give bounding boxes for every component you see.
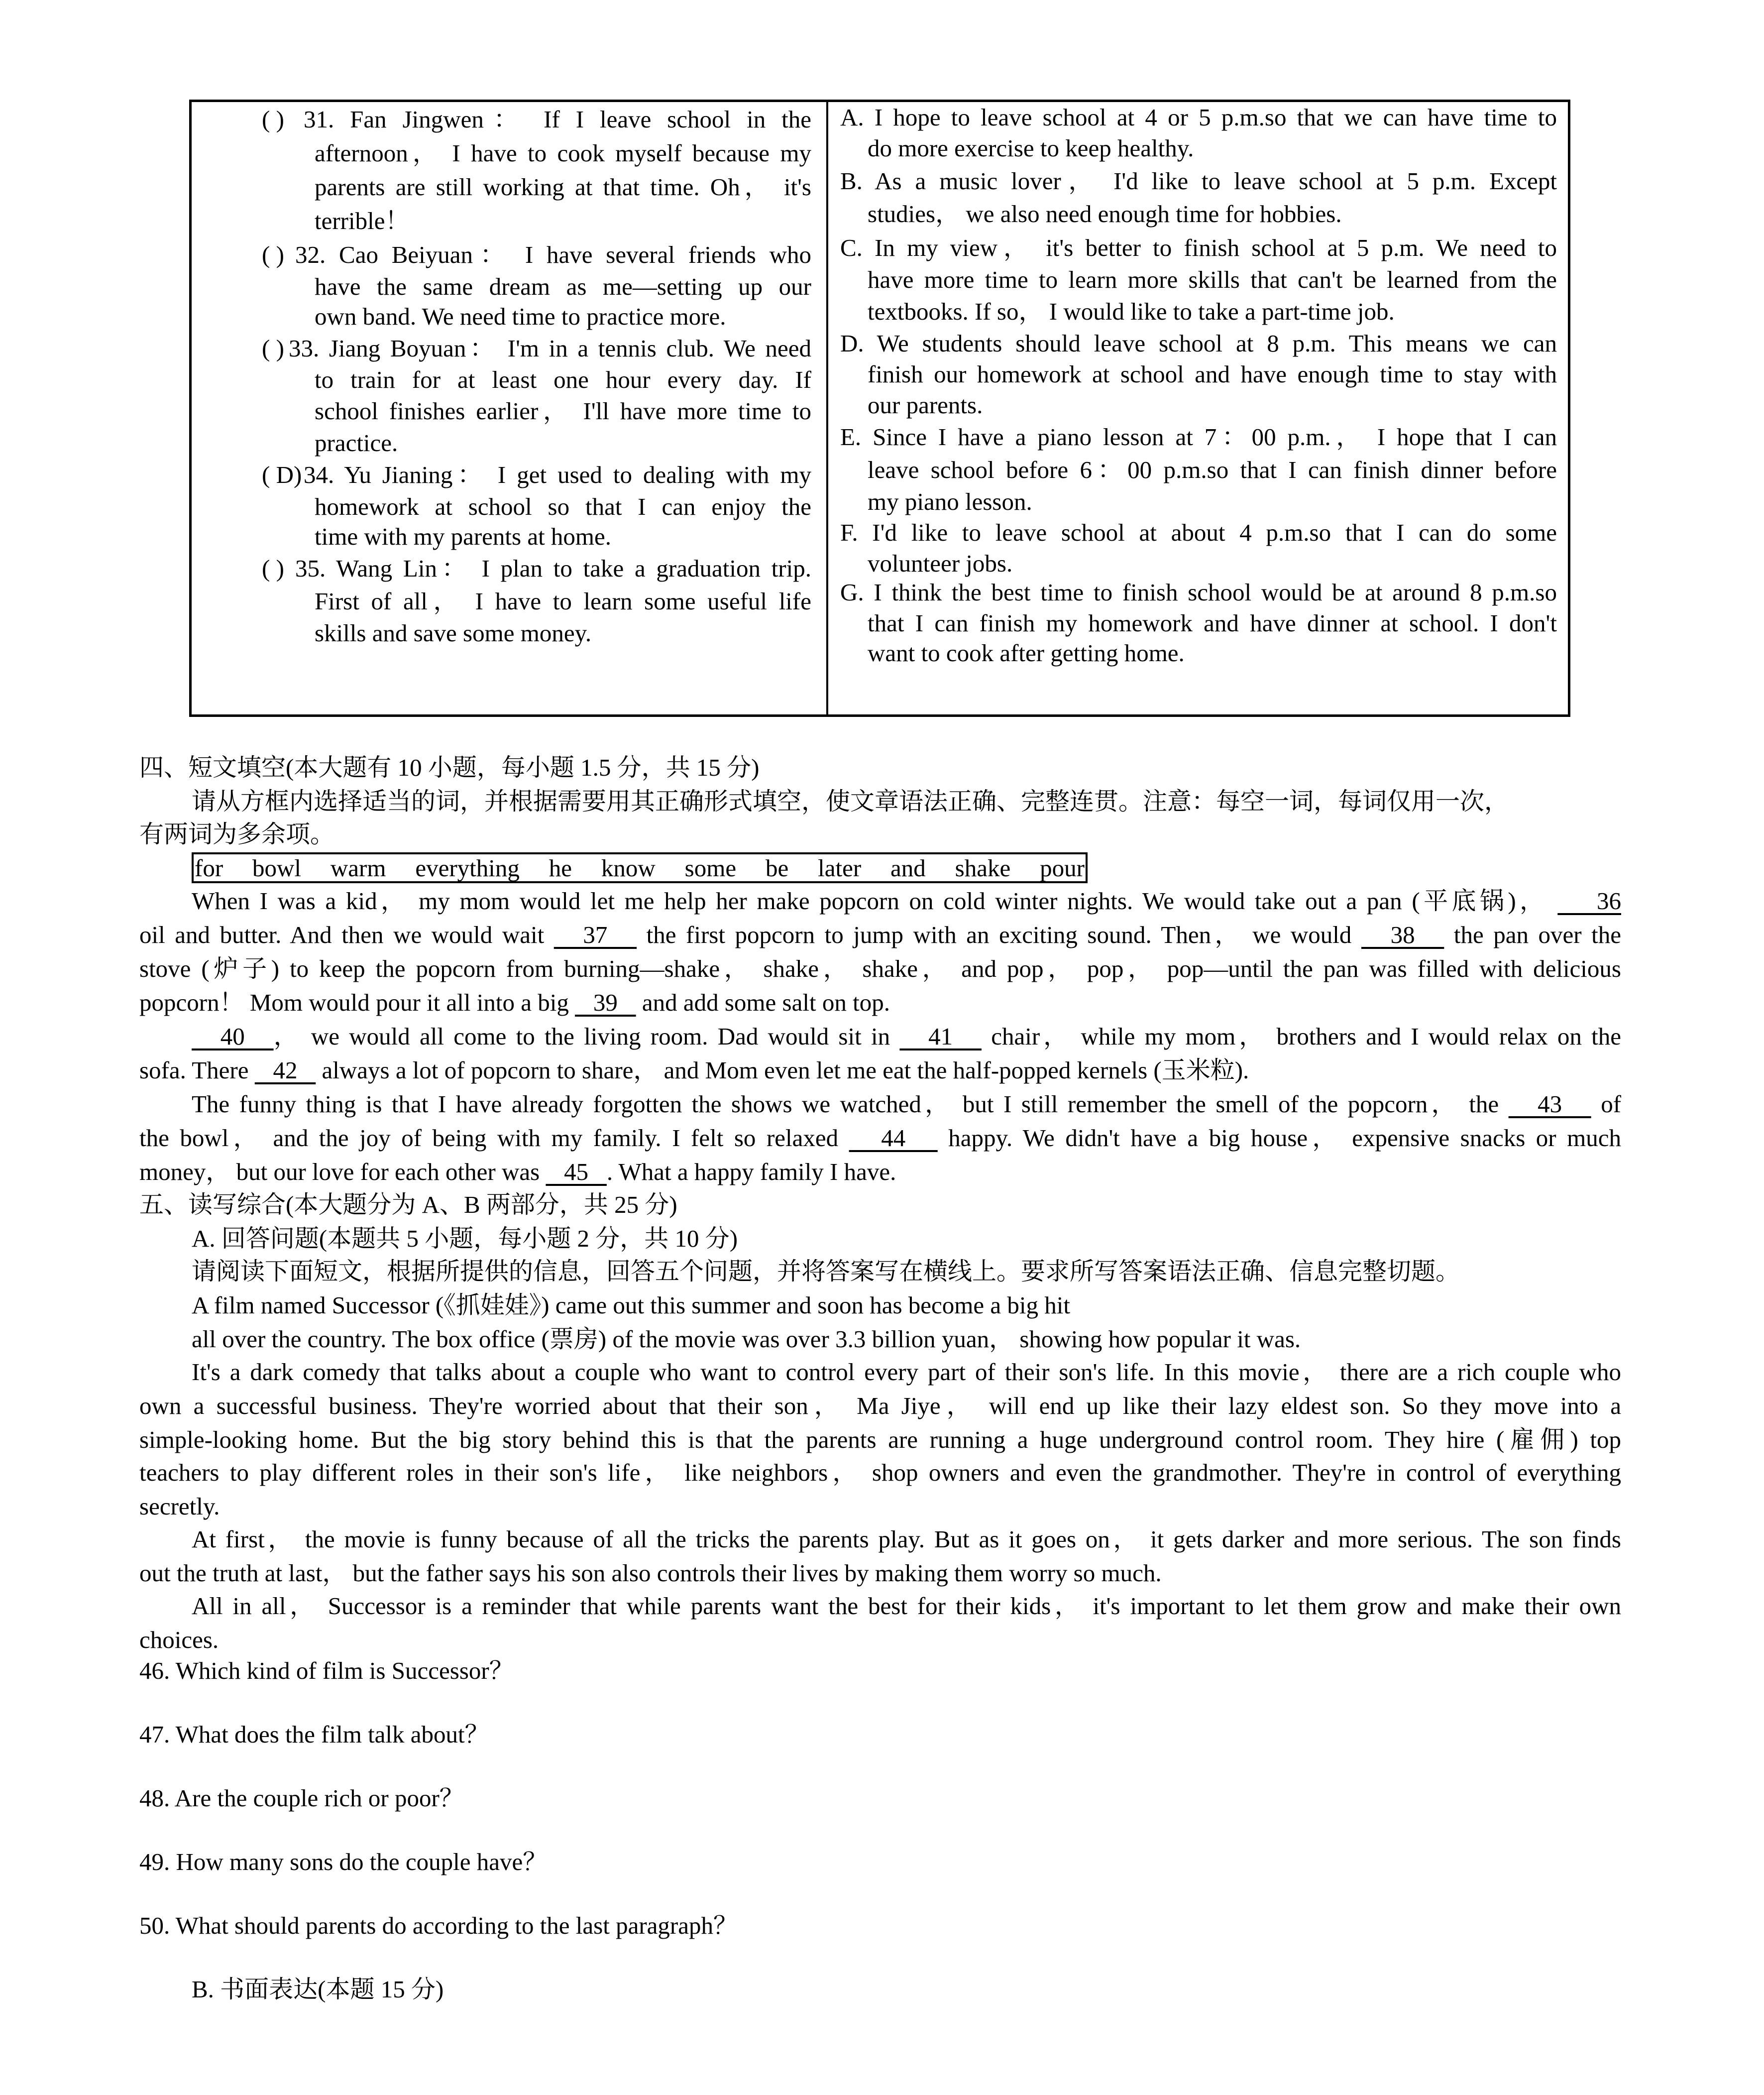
option-d-line: D. We students should leave school at 8 p.m. This means we can [840, 330, 1557, 357]
article-line: A film named Successor (《抓娃娃》) came out this summer and soon has become a big hit [192, 1291, 1071, 1319]
item-35-line: First of all， I have to learn some useful life [315, 587, 811, 615]
word-bank-box [192, 852, 1088, 883]
passage-line [192, 1022, 1621, 1051]
question-48: 48. Are the couple rich or poor？ [139, 1784, 464, 1812]
option-b-line: B. As a music lover， I'd like to leave school at 5 p.m. Except [840, 167, 1557, 195]
passage-text: ， we would all come to the living room. Dad would sit in [273, 1023, 900, 1050]
word-bank-item: for [195, 854, 223, 882]
option-d-line: our parents. [868, 391, 983, 419]
partA-instruction: 请阅读下面短文，根据所提供的信息，回答五个问题，并将答案写在横线上。要求所写答案语法正确、信息完整切题。 [192, 1258, 1460, 1285]
passage-line [192, 886, 1621, 916]
article-line: out the truth at last， but the father says his son also controls their lives by making them worry so much. [139, 1559, 1162, 1587]
answer-blank-34[interactable]: ( D) [262, 461, 302, 488]
question-46: 46. Which kind of film is Successor？ [139, 1657, 514, 1684]
option-f-line: F. I'd like to leave school at about 4 p.m.so that I can do some [840, 519, 1557, 546]
word-bank-item: and [890, 854, 926, 882]
passage-text: of [1591, 1090, 1621, 1118]
fill-blank-39[interactable]: 39 [575, 989, 636, 1016]
partB-heading: B. 书面表达(本题 15 分) [192, 1976, 444, 2003]
passage-text: popcorn！ Mom would pour it all into a big [139, 989, 575, 1016]
fill-blank-37[interactable]: 37 [553, 921, 637, 948]
option-c-line: textbooks. If so， I would like to take a part-time job. [868, 298, 1395, 325]
option-e-line: E. Since I have a piano lesson at 7：00 p.m.， I hope that I can [840, 423, 1557, 451]
item-31-line: parents are still working at that time. Oh， it's [315, 173, 811, 201]
item-32-line: have the same dream as me—setting up our [315, 273, 811, 300]
article-line: At first， the movie is funny because of all the tricks the parents play. But as it goes on， it gets darker and more serious. The son finds [192, 1525, 1621, 1553]
item-32-line: own band. We need time to practice more. [315, 303, 726, 330]
option-c-line: have more time to learn more skills that can't be learned from the [868, 266, 1557, 293]
option-e-line: leave school before 6：00 p.m.so that I can finish dinner before [868, 456, 1557, 483]
section4-instruction: 请从方框内选择适当的词，并根据需要用其正确形式填空，使文章语法正确、完整连贯。注意：每空一词，每词仅用一次， [192, 788, 1509, 815]
item-32-line: 32. Cao Beiyuan： I have several friends who [295, 241, 811, 268]
fill-blank-41[interactable]: 41 [899, 1023, 982, 1050]
passage-text: . What a happy family I have. [606, 1158, 896, 1185]
article-line: All in all， Successor is a reminder that while parents want the best for their kids， it's important to let them grow and make their own [192, 1592, 1621, 1620]
option-b-line: studies， we also need enough time for hobbies. [868, 200, 1342, 228]
word-bank-item: some [684, 854, 737, 882]
passage-line [139, 988, 890, 1018]
option-a-line: do more exercise to keep healthy. [868, 134, 1194, 162]
passage-line: stove (炉子) to keep the popcorn from burning—shake， shake， shake， and pop， pop， pop—until the pan was filled with delicious [139, 955, 1621, 982]
item-33-line: school finishes earlier， I'll have more time to [315, 397, 811, 425]
option-a-line: A. I hope to leave school at 4 or 5 p.m.so that we can have time to [840, 104, 1557, 131]
item-33-line: 33. Jiang Boyuan： I'm in a tennis club. We need [289, 335, 811, 362]
passage-text: money， but our love for each other was [139, 1158, 546, 1185]
article-line: It's a dark comedy that talks about a couple who want to control every part of their son's life. In this movie， there are a rich couple who [192, 1358, 1621, 1386]
fill-blank-36[interactable]: 36 [1557, 887, 1621, 915]
option-g-line: G. I think the best time to finish school would be at around 8 p.m.so [840, 579, 1557, 606]
article-line: secretly. [139, 1493, 220, 1520]
article-line: simple-looking home. But the big story behind this is that the parents are running a huge underground control room. They hire (雇佣) top [139, 1426, 1621, 1453]
item-35-line: skills and save some money. [315, 619, 592, 647]
article-line: teachers to play different roles in their son's life， like neighbors， shop owners and even the grandmother. They're in control of everything [139, 1459, 1621, 1486]
passage-text: and add some salt on top. [636, 989, 890, 1016]
passage-line [192, 1089, 1621, 1119]
item-31-line: afternoon， I have to cook myself because my [315, 139, 811, 167]
option-c-line: C. In my view， it's better to finish school at 5 p.m. We need to [840, 234, 1557, 261]
option-e-line: my piano lesson. [868, 488, 1032, 515]
question-49: 49. How many sons do the couple have？ [139, 1848, 548, 1875]
item-33-line: practice. [315, 429, 398, 457]
word-bank-item: bowl [252, 854, 302, 882]
passage-line [139, 1123, 1621, 1153]
item-34-line: time with my parents at home. [315, 523, 612, 550]
option-d-line: finish our homework at school and have enough time to stay with [868, 360, 1557, 388]
fill-blank-45[interactable]: 45 [546, 1158, 607, 1185]
answer-blank-32[interactable]: ( ) [262, 241, 284, 268]
question-50: 50. What should parents do according to the last paragraph？ [139, 1912, 738, 1939]
passage-line [139, 1157, 896, 1187]
fill-blank-43[interactable]: 43 [1508, 1090, 1591, 1118]
answer-blank-33[interactable]: ( ) [262, 335, 284, 362]
fill-blank-42[interactable]: 42 [254, 1056, 316, 1084]
passage-text: happy. We didn't have a big house， expensive snacks or much [937, 1124, 1621, 1152]
item-31-line: terrible！ [315, 207, 410, 234]
passage-line [139, 1055, 1249, 1085]
option-f-line: volunteer jobs. [868, 550, 1013, 577]
option-g-line: want to cook after getting home. [868, 639, 1185, 667]
partA-heading: A. 回答问题(本题共 5 小题，每小题 2 分，共 10 分) [192, 1225, 738, 1252]
table-column-divider [826, 100, 828, 717]
word-bank-item: shake [955, 854, 1011, 882]
word-bank-item: know [601, 854, 656, 882]
passage-text: chair， while my mom， brothers and I would relax on the [981, 1023, 1621, 1050]
passage-text: The funny thing is that I have already forgotten the shows we watched， but I still remember the smell of the popcorn， the [192, 1090, 1509, 1118]
item-35-line: 35. Wang Lin： I plan to take a graduation trip. [295, 555, 811, 582]
word-bank-item: he [549, 854, 572, 882]
answer-blank-31[interactable]: ( ) [262, 106, 284, 133]
question-47: 47. What does the film talk about？ [139, 1721, 489, 1748]
item-34-line: 34. Yu Jianing： I get used to dealing with my [304, 461, 811, 488]
passage-text: the first popcorn to jump with an exciting sound. Then， we would [637, 921, 1361, 948]
word-bank-item: everything [415, 854, 520, 882]
section5-heading: 五、读写综合(本大题分为 A、B 两部分，共 25 分) [139, 1191, 677, 1218]
word-bank-item: pour [1040, 854, 1085, 882]
item-33-line: to train for at least one hour every day. If [315, 366, 811, 393]
word-bank-item: later [818, 854, 862, 882]
fill-blank-40[interactable]: 40 [192, 1023, 274, 1050]
item-31-line: 31. Fan Jingwen： If I leave school in the [304, 106, 811, 133]
word-bank-item: be [765, 854, 789, 882]
item-34-line: homework at school so that I can enjoy the [315, 493, 811, 520]
article-line: own a successful business. They're worried about that their son， Ma Jiye， will end up like their lazy eldest son. So they move into a [139, 1392, 1621, 1419]
answer-blank-35[interactable]: ( ) [262, 555, 284, 582]
passage-text: oil and butter. And then we would wait [139, 921, 554, 948]
passage-text: always a lot of popcorn to share， and Mom even let me eat the half-popped kernels (玉米粒). [316, 1056, 1249, 1084]
section4-instruction: 有两词为多余项。 [139, 820, 335, 848]
section4-heading: 四、短文填空(本大题有 10 小题，每小题 1.5 分，共 15 分) [139, 754, 760, 781]
passage-text: sofa. There [139, 1056, 255, 1084]
article-line: choices. [139, 1626, 219, 1653]
passage-line [139, 920, 1621, 950]
word-bank-item: warm [330, 854, 386, 882]
fill-blank-38[interactable]: 38 [1361, 921, 1444, 948]
passage-text: When I was a kid， my mom would let me help her make popcorn on cold winter nights. We would take out a pan (平底锅)， [192, 887, 1548, 915]
article-line: all over the country. The box office (票房) of the movie was over 3.3 billion yuan， showing how popular it was. [192, 1325, 1301, 1353]
option-g-line: that I can finish my homework and have dinner at school. I don't [868, 609, 1557, 637]
fill-blank-44[interactable]: 44 [849, 1124, 938, 1152]
passage-text: the pan over the [1444, 921, 1621, 948]
passage-text: the bowl， and the joy of being with my family. I felt so relaxed [139, 1124, 849, 1152]
